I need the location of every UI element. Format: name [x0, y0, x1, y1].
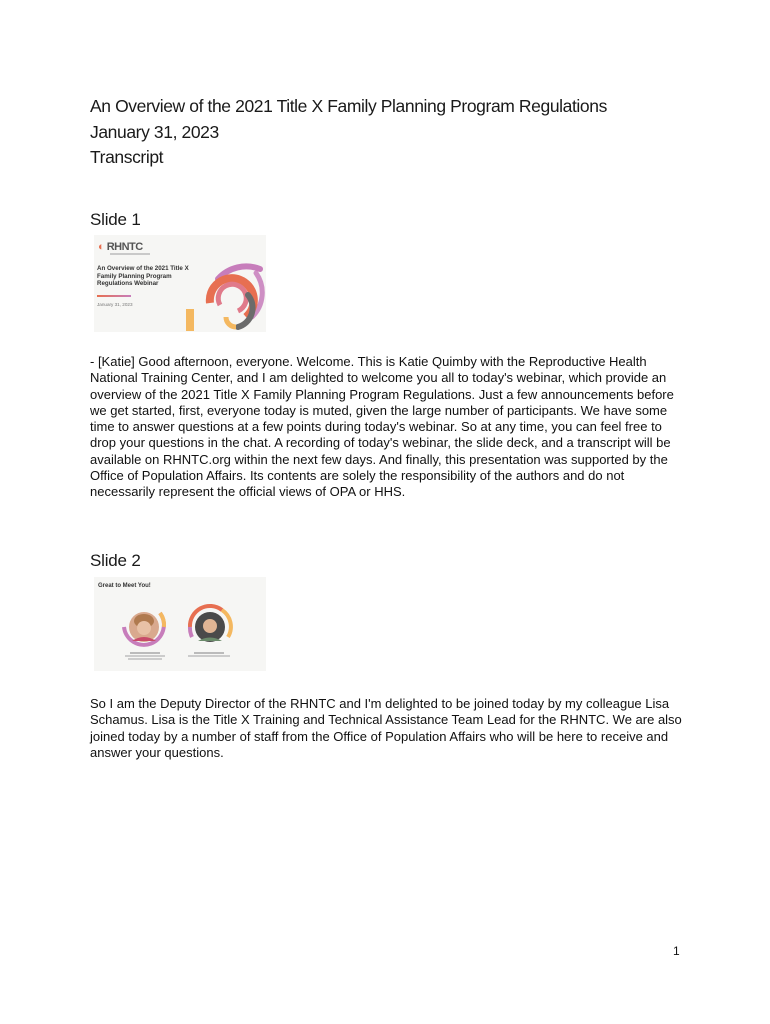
slide-1-transcript: - [Katie] Good afternoon, everyone. Welcome. This is Katie Quimby with the Reproductive Health National Training Center, and I am delighted to welcome you all to today's webinar, which provide an overview of the 2021 Title X Family Planning Program Regulations. Just a few announcements before we get started, first, everyone today is muted, given the large number of participants. We have some time to answer questions at a few points during today's webinar. So at any time, you can feel free to drop your questions in the chat. A recording of today's webinar, the slide deck, and a transcript will be available on RHNTC.org within the next few days. And finally, this presentation was supported by the Office of Population Affairs. Its contents are solely the responsibility of the authors and do not necessarily represent the official views of OPA or HHS. [90, 354, 674, 500]
speaker-1-caption [110, 651, 180, 661]
logo-text: RHNTC [106, 241, 143, 253]
slide-2-transcript: So I am the Deputy Director of the RHNTC and I'm delighted to be joined today by my colleague Lisa Schamus. Lisa is the Title X Training and Technical Assistance Team Lead for the RHNTC. We are also joined today by a number of staff from the Office of Population Affairs who will be here to receive and answer your questions. [90, 696, 682, 760]
slide-2-heading: Slide 2 [90, 551, 141, 570]
slide-1-heading: Slide 1 [90, 210, 141, 229]
speaker-1-photo [116, 599, 172, 655]
speaker-2-photo [182, 599, 238, 655]
slide-2-thumbnail [94, 577, 266, 671]
concentric-rings-graphic [182, 239, 266, 331]
logo-subtitle-line [110, 253, 150, 255]
slide-1-thumbnail [94, 235, 266, 332]
document-title: An Overview of the 2021 Title X Family Planning Program Regulations [90, 96, 607, 116]
document-date: January 31, 2023 [90, 121, 219, 142]
slide-1-title-text: An Overview of the 2021 Title X Family Planning Program Regulations Webinar [97, 265, 189, 288]
speaker-2-caption [174, 651, 244, 658]
logo-mark-icon: ◐ [98, 241, 105, 253]
slide-1-date-text: January 31, 2023 [97, 302, 133, 307]
page-number: 1 [673, 944, 680, 958]
slide-1-accent-bar [97, 295, 131, 297]
document-title-block [90, 94, 607, 171]
rhntc-logo [98, 241, 143, 253]
slide-2-title-text: Great to Meet You! [98, 583, 151, 589]
document-type: Transcript [90, 147, 164, 167]
